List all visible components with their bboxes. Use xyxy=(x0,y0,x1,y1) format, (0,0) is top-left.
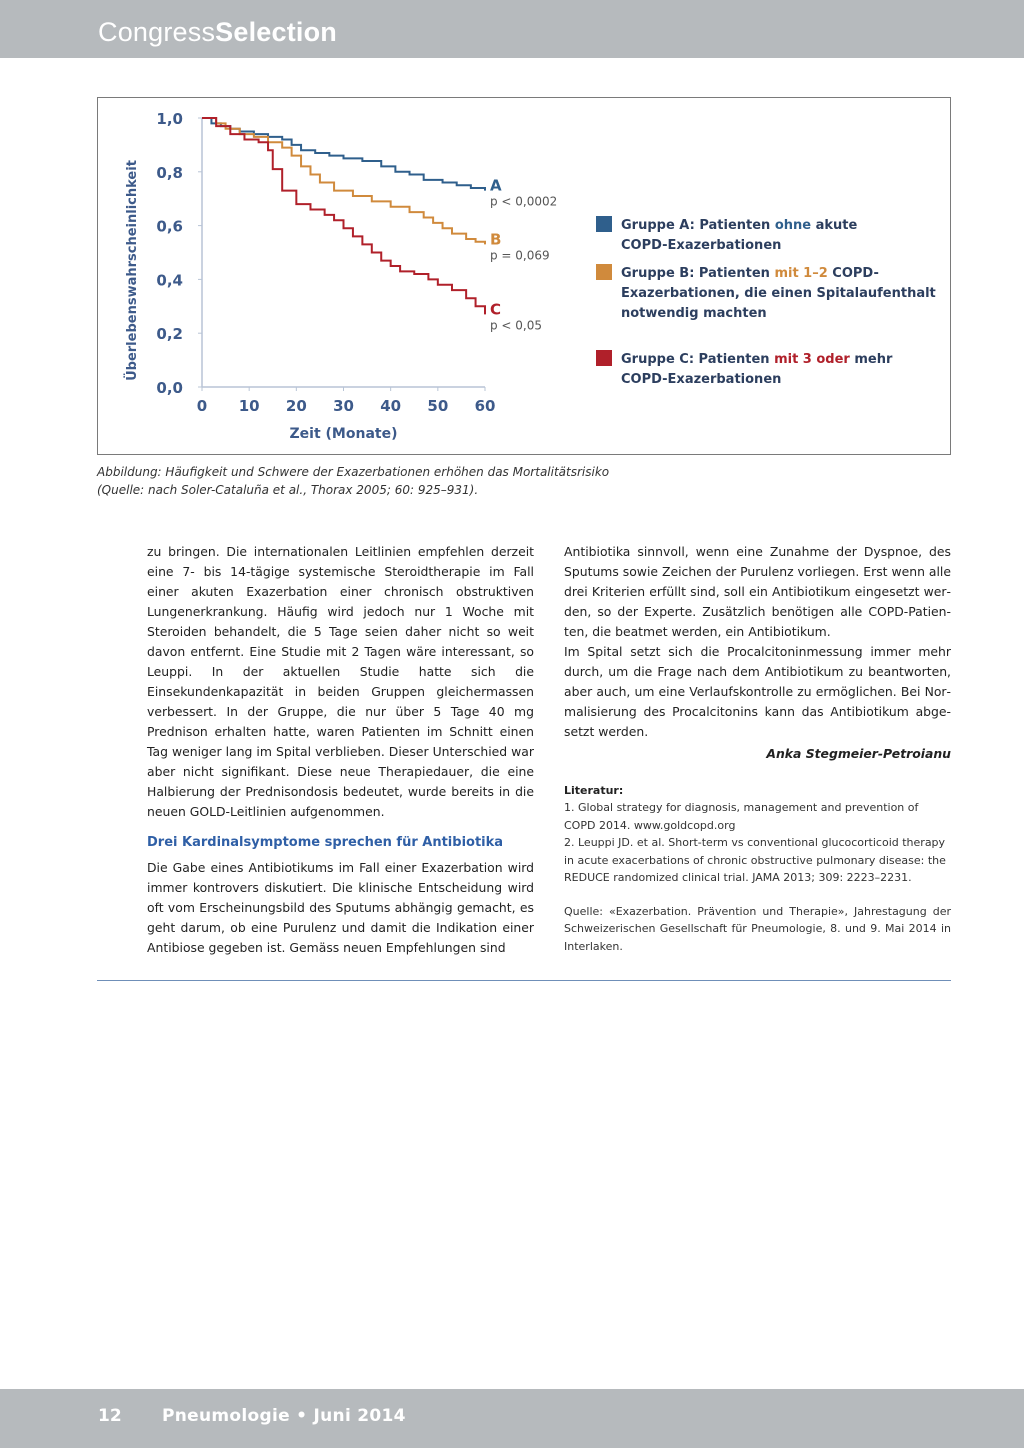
series-line-c xyxy=(202,118,485,314)
legend-swatch xyxy=(596,264,612,280)
article-column-left xyxy=(147,542,534,958)
series-p-value-b: p = 0,069 xyxy=(490,248,550,263)
legend-text-line-2: Exazerbationen, die einen Spitalaufenthalt xyxy=(621,286,936,301)
y-tick-label: 0,8 xyxy=(156,163,183,182)
legend-highlight: mit 1–2 xyxy=(774,266,828,281)
page-header xyxy=(0,0,1024,58)
page-number: 12 xyxy=(98,1406,122,1426)
caption-line-2: (Quelle: nach Soler-Cataluña et al., Thorax 2005; 60: 925–931). xyxy=(97,483,479,497)
y-tick-label: 1,0 xyxy=(156,110,183,128)
caption-line-1: Abbildung: Häufigkeit und Schwere der Exazerbationen erhöhen das Mortalitätsrisiko xyxy=(97,465,610,479)
legend-text-line-1 xyxy=(621,266,879,281)
series-end-label-b: B xyxy=(490,230,502,249)
brand-logo: CongressSelection xyxy=(98,17,337,47)
legend-text: Gruppe B: Patienten xyxy=(621,266,775,281)
literature-item: 2. Leuppi JD. et al. Short-term vs conventional glucocorticoid therapy in acute exacerbations of chronic obstructive pulmonary disease: the REDUCE randomized clinical trial. JAMA 2013; 309: 2223–2231. xyxy=(564,836,946,884)
paragraph: zu bringen. Die internationalen Leitlinien empfehlen derzeit eine 7- bis 14-tägige systemische Steroidtherapie im Fall einer akuten Exazerbation einer chronisch obstruktiven Lungenerkrankung. Häufig wird jedoch nur 1 Woche mit Steroiden behandelt, die 5 Tage seien daher nicht so weit davon entfernt. Eine Studie mit 2 Tagen wäre interessant, so Leuppi. In der aktuellen Studie hatte sich die Einsekundenkapazität in beiden Gruppen gleichermassen verbessert. In der Gruppe, die nur über 5 Tage 40 mg Prednison erhalten hatte, waren Patienten im Schnitt einen Tag weniger lang im Spital verblieben. Dieser Unterschied war aber nicht signifikant. Diese neue Therapiedauer, die eine Halbierung der Prednisondosis bedeutet, wurde bereits in die neuen GOLD-Leitlinien aufgenommen. xyxy=(147,544,534,819)
journal-issue: Pneumologie • Juni 2014 xyxy=(162,1406,406,1426)
series-p-value-a: p < 0,0002 xyxy=(490,194,558,209)
figure-caption xyxy=(97,463,957,499)
section-divider xyxy=(97,980,951,981)
legend-text: mehr xyxy=(849,352,893,367)
source-note: Quelle: «Exazerbation. Prävention und Therapie», Jahrestagung der Schweizerischen Gesellschaft für Pneumologie, 8. und 9. Mai 2014 in Interlaken. xyxy=(564,904,951,953)
y-tick-label: 0,6 xyxy=(156,217,183,236)
paragraph: Die Gabe eines Antibiotikums im Fall einer Exazerbation wird immer kontrovers diskutiert. Die klinische Entscheidung wird oft vom Erscheinungsbild des Sputums abhängig gemacht, es geht darum, ob eine Purulenz und damit die Indikation einer Antibiose gegeben ist. Gemäss neuen Empfehlungen sind xyxy=(147,860,534,955)
x-tick-label: 10 xyxy=(238,397,260,415)
literature-list xyxy=(564,799,951,887)
series-end-label-a: A xyxy=(490,176,502,195)
literature-heading: Literatur: xyxy=(564,784,624,797)
x-tick-label: 60 xyxy=(474,397,496,415)
legend-highlight: mit 3 oder xyxy=(774,352,850,367)
y-tick-label: 0,0 xyxy=(156,379,183,397)
y-tick-label: 0,4 xyxy=(156,271,183,290)
x-tick-label: 40 xyxy=(380,397,402,415)
legend-text-line-3: notwendig machten xyxy=(621,306,767,321)
survival-chart-figure xyxy=(97,97,951,455)
paragraph: Im Spital setzt sich die Procalcitoninmessung immer mehr durch, um die Frage nach dem Antibiotikum zu beantworten, aber auch, um eine Verlaufskontrolle zu ermöglichen. Bei Normalisierung des Procalcitonins kann das Antibiotikum abgesetzt werden. xyxy=(564,644,951,739)
section-heading: Drei Kardinalsymptome sprechen für Antibiotika xyxy=(147,835,504,850)
series-end-label-c: C xyxy=(490,300,502,319)
legend-text-line-1 xyxy=(621,218,858,233)
legend-text-line-2: COPD-Exazerbationen xyxy=(621,238,782,253)
legend-swatch xyxy=(596,350,612,366)
x-tick-label: 0 xyxy=(196,397,208,415)
legend-text: akute xyxy=(811,218,858,233)
article-column-right xyxy=(564,542,951,955)
x-tick-label: 30 xyxy=(333,397,354,415)
literature-item: 1. Global strategy for diagnosis, management and prevention of COPD 2014. www.goldcopd.org xyxy=(564,801,919,832)
survival-chart xyxy=(98,98,952,456)
legend-text: Gruppe A: Patienten xyxy=(621,218,775,233)
x-axis-label: Zeit (Monate) xyxy=(289,426,398,442)
paragraph: Antibiotika sinnvoll, wenn eine Zunahme der Dyspnoe, des Sputums sowie Zeichen der Purulenz vorliegen. Erst wenn alle drei Kriterien erfüllt sind, soll ein Antibiotikum eingesetzt werden, so der Experte. Zusätzlich benötigen alle COPD-Patienten, die beatmet werden, ein Antibiotikum. xyxy=(564,544,951,639)
legend-swatch xyxy=(596,216,612,232)
legend-text: COPD- xyxy=(827,266,879,281)
legend-text-line-1 xyxy=(621,352,893,367)
author-name: Anka Stegmeier-Petroianu xyxy=(766,746,951,761)
series-line-a xyxy=(202,118,485,191)
page-footer xyxy=(0,1389,1024,1448)
series-p-value-c: p < 0,05 xyxy=(490,318,543,333)
legend-text: Gruppe C: Patienten xyxy=(621,352,775,367)
y-axis-label: Überlebenswahrscheinlichkeit xyxy=(125,160,140,381)
legend-text-line-2: COPD-Exazerbationen xyxy=(621,372,782,387)
x-tick-label: 20 xyxy=(285,397,307,415)
x-tick-label: 50 xyxy=(427,397,449,415)
legend-highlight: ohne xyxy=(774,218,812,233)
y-tick-label: 0,2 xyxy=(156,325,183,344)
